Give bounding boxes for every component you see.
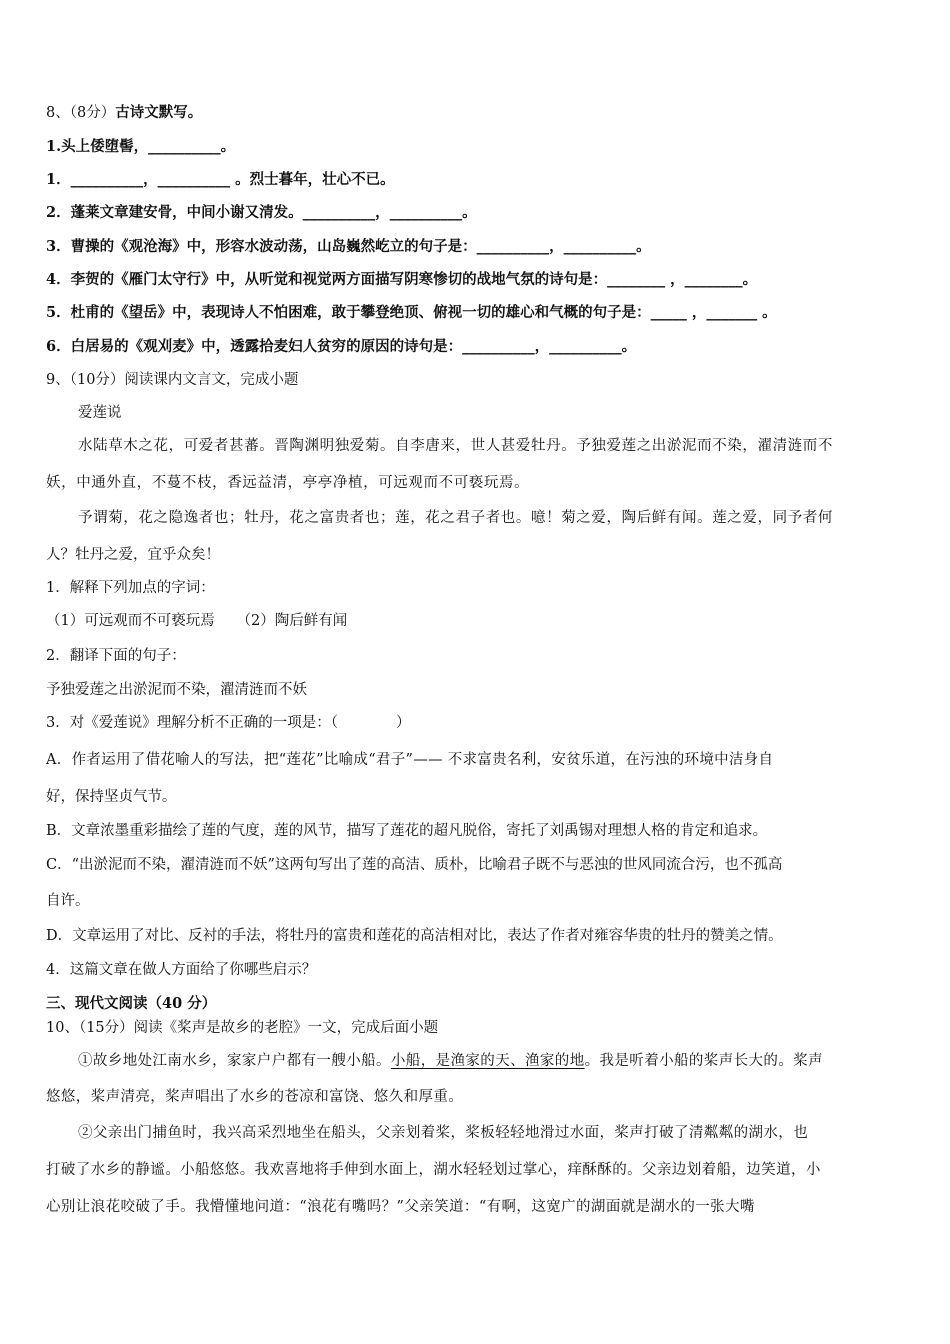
option-d: D．文章运用了对比、反衬的手法，将牡丹的富贵和莲花的高洁相对比，表达了作者对雍容华贵的牡丹的赞美之情。: [46, 928, 783, 944]
q8-title: 古诗文默写。: [115, 104, 203, 121]
p1-text-end: 。我是听着小船的桨声长大的。桨声: [584, 1053, 824, 1069]
p1-underlined-text: 小船，是渔家的天、渔家的地: [390, 1053, 585, 1069]
section-3-title: 三、现代文阅读（40 分）: [46, 995, 217, 1012]
option-b: B．文章浓墨重彩描绘了莲的气度，莲的风节，描写了莲花的超凡脱俗，寄托了刘禹锡对理想人格的肯定和追求。: [46, 823, 768, 839]
passage-line-4: 人？牡丹之爱，宜乎众矣！: [46, 547, 220, 563]
option-a-line-1: A．作者运用了借花喻人的写法，把“莲花”比喻成“君子”—— 不求富贵名利，安贫乐道，在污浊的环境中洁身自: [46, 752, 774, 768]
q9-sub2-sentence: 予独爱莲之出淤泥而不染，濯清涟而不妖: [46, 682, 307, 698]
q10-header: 10、（15分）阅读《桨声是故乡的老腔》一文，完成后面小题: [46, 1020, 439, 1036]
q8-line-6: 5．杜甫的《望岳》中，表现诗人不怕困难，敢于攀登绝顶、俯视一切的雄心和气概的句子是：_____ ，_______ 。: [46, 304, 777, 321]
q10-p1-line-1: [78, 1051, 906, 1071]
q10-p2-line-2: 打破了水乡的静谧。小船悠悠。我欢喜地将手伸到水面上，湖水轻轻划过掌心，痒酥酥的。父亲边划着船，边笑道，小: [46, 1162, 821, 1178]
passage-line-2: 妖，中通外直，不蔓不枝，香远益清，亭亭净植，可远观而不可亵玩焉。: [46, 475, 530, 491]
option-c-line-2: 自许。: [46, 893, 90, 909]
option-c-line-1: C．“出淤泥而不染，濯清涟而不妖”这两句写出了莲的高洁、质朴，比喻君子既不与恶浊的世风同流合污，也不孤高: [46, 857, 783, 873]
q10-p1-line-2: 悠悠，桨声清亮，桨声唱出了水乡的苍凉和富饶、悠久和厚重。: [46, 1089, 464, 1105]
q10-p2-line-1: ②父亲出门捕鱼时，我兴高采烈地坐在船头，父亲划着桨，桨板轻轻地滑过水面，桨声打破了清粼粼的湖水，也: [78, 1125, 809, 1141]
option-a-line-2: 好，保持坚贞气节。: [46, 789, 177, 805]
q8-header: [46, 103, 906, 123]
q10-p2-line-3: 心别让浪花咬破了手。我懵懂地问道：“浪花有嘴吗？”父亲笑道：“有啊，这宽广的湖面就是湖水的一张大嘴: [46, 1199, 755, 1215]
passage-line-3: 予谓菊，花之隐逸者也；牡丹，花之富贵者也；莲，花之君子者也。噫！菊之爱，陶后鲜有闻。莲之爱，同予者何: [78, 510, 833, 526]
q8-number: 8、（8分）: [46, 105, 116, 121]
q8-line-5: 4．李贺的《雁门太守行》中，从听觉和视觉两方面描写阴寒惨切的战地气氛的诗句是：________ ，________。: [46, 271, 758, 288]
q9-sub1: 1．解释下列加点的字词：: [46, 580, 215, 596]
q9-sub4: 4．这篇文章在做人方面给了你哪些启示？: [46, 962, 317, 978]
q8-line-2: 1．__________，__________ 。烈士暮年，壮心不已。: [46, 171, 395, 188]
q9-sub1-items: （1）可远观而不可亵玩焉 （2）陶后鲜有闻: [46, 613, 348, 629]
q8-line-3: 2．蓬莱文章建安骨，中间小谢又清发。__________，__________。: [46, 204, 477, 221]
q9-sub3: 3．对《爱莲说》理解分析不正确的一项是：（ ）: [46, 715, 411, 731]
p1-text-start: ①故乡地处江南水乡，家家户户都有一艘小船。: [78, 1053, 391, 1069]
q9-sub2: 2．翻译下面的句子：: [46, 648, 186, 664]
passage-title: 爱莲说: [78, 405, 122, 421]
q8-line-7: 6．白居易的《观刈麦》中，透露拾麦妇人贫穷的原因的诗句是：__________，__________。: [46, 338, 637, 355]
q8-line-1: 1.头上倭堕髻，__________。: [46, 138, 236, 155]
q9-header: 9、（10分）阅读课内文言文，完成小题: [46, 372, 299, 388]
q8-line-4: 3．曹操的《观沧海》中，形容水波动荡，山岛巍然屹立的句子是：__________，__________。: [46, 238, 651, 255]
passage-line-1: 水陆草木之花，可爱者甚蕃。晋陶渊明独爱菊。自李唐来，世人甚爱牡丹。予独爱莲之出淤泥而不染，濯清涟而不: [78, 438, 833, 454]
